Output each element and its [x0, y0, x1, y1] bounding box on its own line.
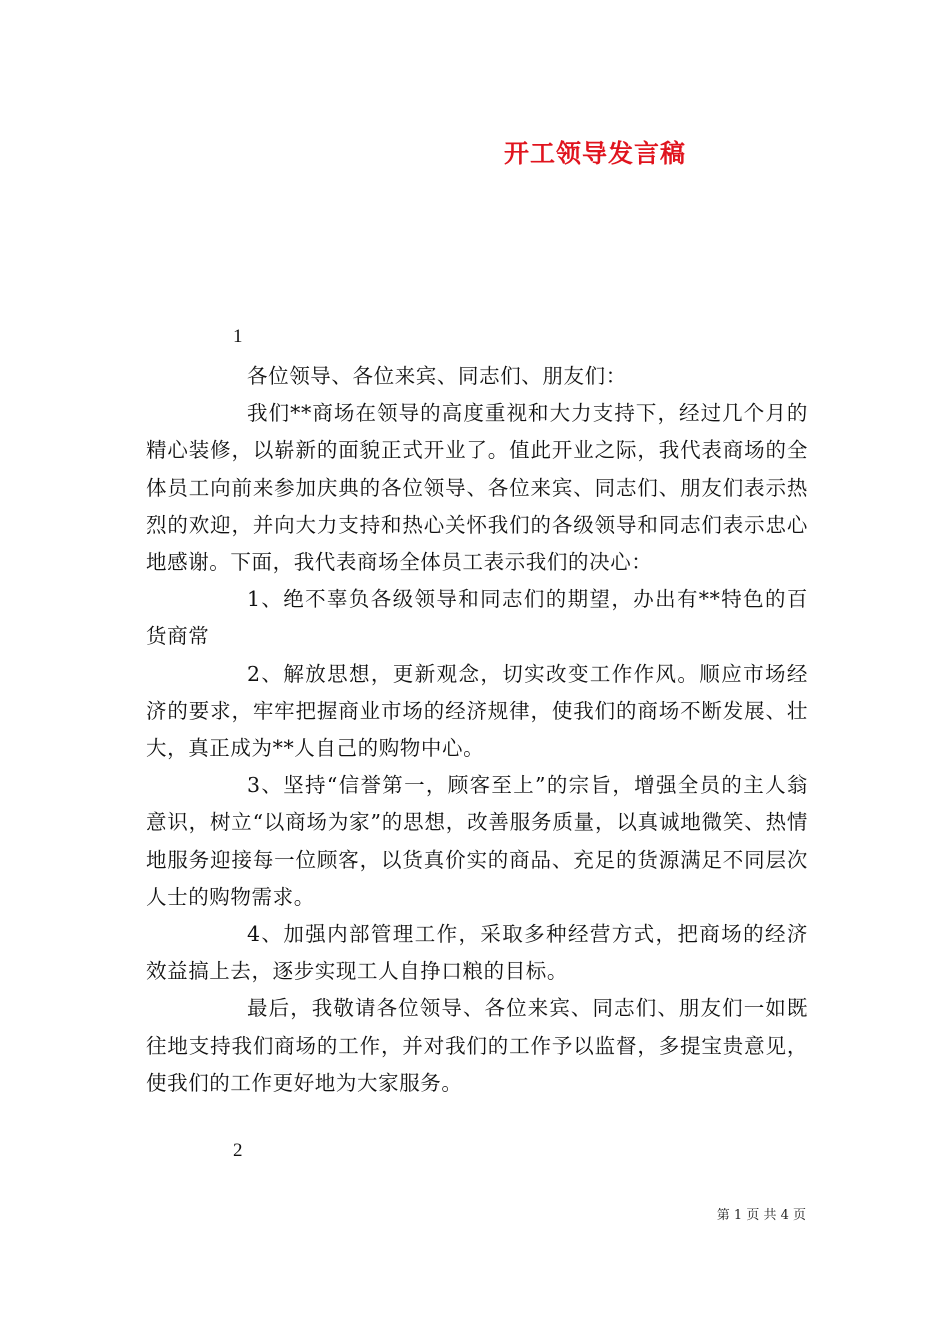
document-body: [146, 358, 808, 1102]
closing-paragraph: 最后，我敬请各位领导、各位来宾、同志们、朋友们一如既往地支持我们商场的工作，并对我们的工作予以监督，多提宝贵意见，使我们的工作更好地为大家服务。: [146, 996, 808, 1095]
list-item-2: 2、解放思想，更新观念，切实改变工作作风。顺应市场经济的要求，牢牢把握商业市场的经济规律，使我们的商场不断发展、壮大，真正成为**人自己的购物中心。: [146, 661, 808, 761]
section-number-1: 1: [233, 326, 243, 347]
page-indicator: 第 1 页 共 4 页: [716, 1208, 806, 1223]
salutation-paragraph: 各位领导、各位来宾、同志们、朋友们：: [247, 364, 627, 388]
body-paragraph: 我们**商场在领导的高度重视和大力支持下，经过几个月的精心装修，以崭新的面貌正式开业了。值此开业之际，我代表商场的全体员工向前来参加庆典的各位领导、各位来宾、同志们、朋友们表示热烈的欢迎，并向大力支持和热心关怀我们的各级领导和同志们表示忠心地感谢。下面，我代表商场全体员工表示我们的决心：: [146, 401, 808, 575]
list-item-4: 4、加强内部管理工作，采取多种经营方式，把商场的经济效益搞上去，逐步实现工人自挣口粮的目标。: [146, 922, 808, 984]
list-item-1: 1、绝不辜负各级领导和同志们的期望，办出有**特色的百货商常: [146, 587, 808, 649]
section-number-2: 2: [233, 1140, 243, 1161]
document-title: 开工领导发言稿: [503, 139, 686, 168]
list-item-3: 3、坚持“信誉第一，顾客至上”的宗旨，增强全员的主人翁意识，树立“以商场为家”的思想，改善服务质量，以真诚地微笑、热情地服务迎接每一位顾客，以货真价实的商品、充足的货源满足不同层次人士的购物需求。: [146, 773, 808, 909]
